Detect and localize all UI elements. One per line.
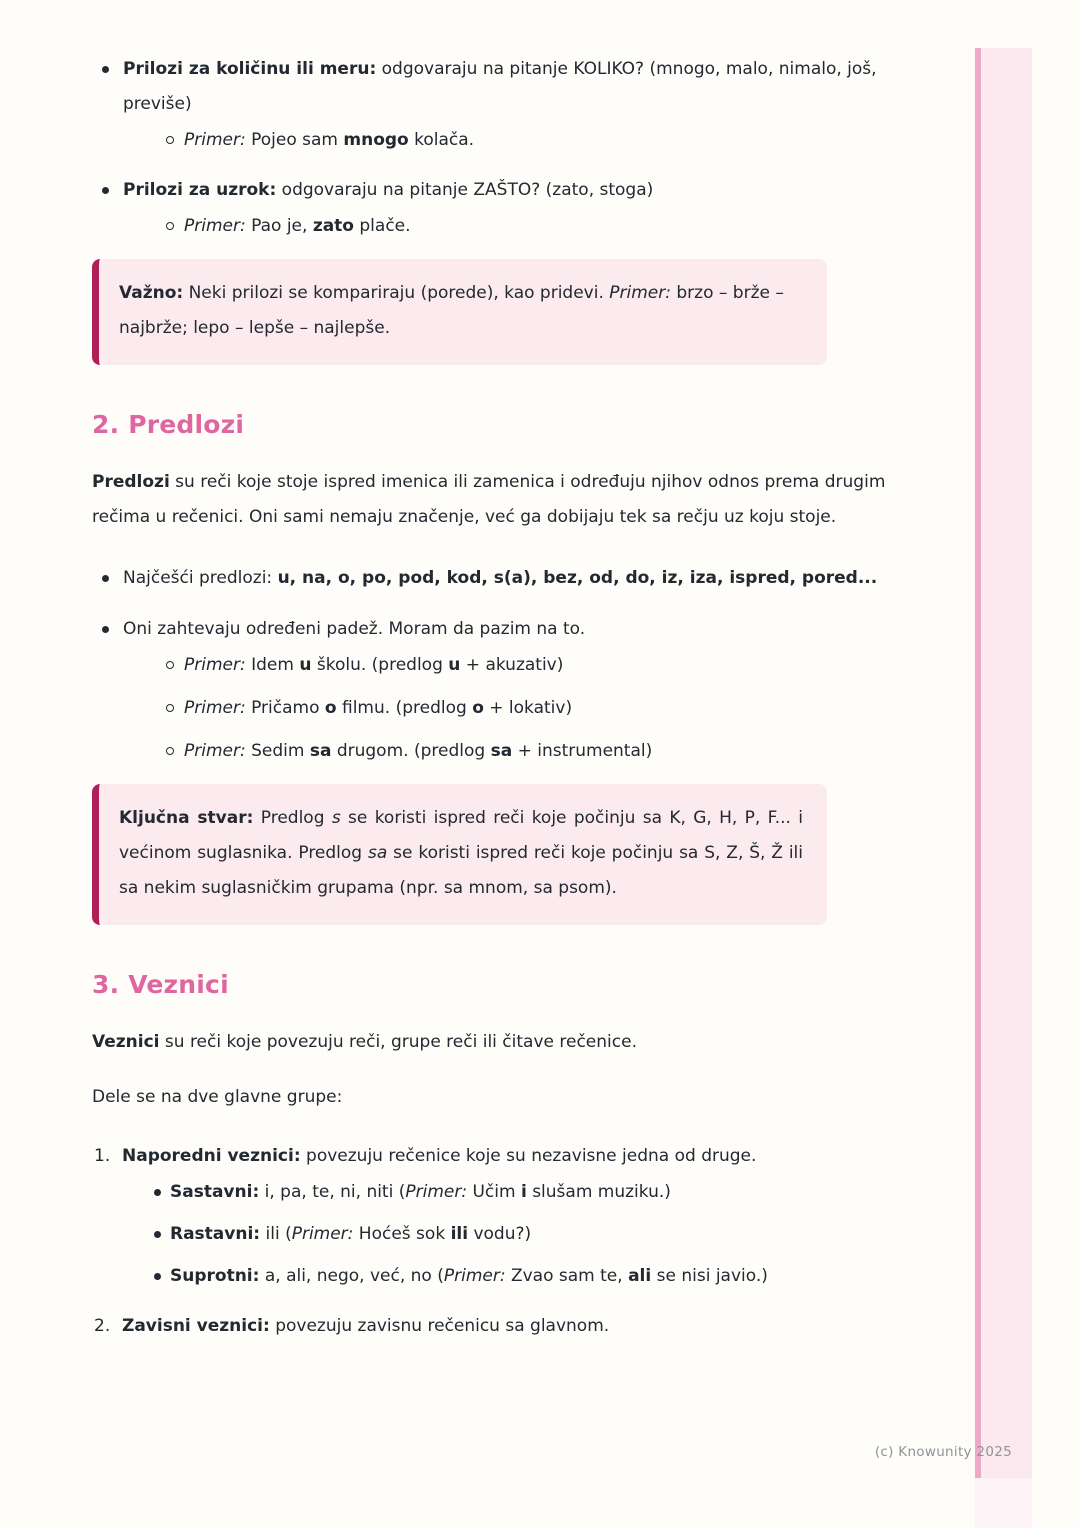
text-run: + lokativ) [483, 698, 573, 718]
text-run: Sedim [245, 741, 310, 761]
text-run: Pao je, [245, 216, 313, 236]
text-run: + akuzativ) [460, 655, 564, 675]
text-run: se nisi javio.) [651, 1266, 768, 1286]
text-run: sa [367, 843, 388, 863]
text-run: povezuju zavisnu rečenicu sa glavnom. [269, 1316, 610, 1336]
callout-text [119, 276, 803, 346]
bullet-icon [102, 626, 109, 633]
list-item-text [123, 173, 923, 208]
text-run: ili [450, 1224, 469, 1244]
text-run: Neki prilozi se kompariraju (porede), kao pridevi. [183, 283, 610, 303]
text-run: u [448, 655, 461, 675]
list-item-najcesci-predlozi [92, 561, 923, 596]
example-sublist [123, 124, 923, 157]
text-run: Veznici [92, 1032, 160, 1052]
example-sublist [123, 210, 923, 243]
example-text [184, 692, 923, 725]
watermark: (c) Knowunity 2025 [874, 1444, 1012, 1460]
text-run: Primer: [184, 741, 246, 761]
example-text [184, 735, 923, 768]
text-run: Idem [245, 655, 300, 675]
bullet-icon [154, 1231, 161, 1238]
text-run: plače. [353, 216, 411, 236]
list-item-text [123, 612, 923, 647]
example-item [123, 649, 923, 682]
text-run: Primer: [184, 130, 246, 150]
bullet-icon [102, 575, 109, 582]
list-item-prilozi-kolicina [92, 52, 923, 157]
example-text [184, 210, 923, 243]
example-text [184, 124, 923, 157]
text-run: Važno: [119, 283, 184, 303]
text-run: Primer: [443, 1266, 506, 1286]
text-run: ili ( [260, 1224, 292, 1244]
veznici-intro-paragraph [92, 1025, 902, 1060]
sublist-item-sastavni [122, 1176, 936, 1209]
example-item [123, 210, 923, 243]
text-run: i [520, 1182, 527, 1202]
circle-bullet-icon [166, 747, 174, 755]
text-run: odgovaraju na pitanje KOLIKO? (mnogo, malo, nimalo, još, previše) [123, 59, 877, 114]
sublist-item-text [170, 1260, 936, 1293]
text-run: Oni zahtevaju određeni padež. Moram da pazim na to. [123, 619, 586, 639]
text-run: Suprotni: [170, 1266, 260, 1286]
text-run: brzo – brže – najbrže; lepo – lepše – najlepše. [119, 283, 784, 338]
conjunction-sublist [122, 1176, 936, 1293]
text-run: Prilozi za količinu ili meru: [123, 59, 377, 79]
sublist-item-suprotni [122, 1260, 936, 1293]
heading-predlozi: 2. Predlozi [92, 410, 245, 439]
next-page-edge [975, 48, 1032, 1478]
text-run: + instrumental) [512, 741, 653, 761]
example-sublist [123, 649, 923, 768]
text-run: o [324, 698, 337, 718]
circle-bullet-icon [166, 661, 174, 669]
text-run: Pričamo [245, 698, 325, 718]
predlozi-list [92, 561, 936, 768]
text-run: Naporedni veznici: [122, 1146, 301, 1166]
text-run: drugom. (predlog [331, 741, 491, 761]
text-run: Sastavni: [170, 1182, 260, 1202]
text-run: Dele se na dve glavne grupe: [92, 1087, 343, 1107]
text-run: Pojeo sam [245, 130, 344, 150]
text-run: sa [490, 741, 513, 761]
example-item [123, 735, 923, 768]
item-number: 1. [94, 1146, 111, 1166]
item-number: 2. [94, 1316, 111, 1336]
circle-bullet-icon [166, 222, 174, 230]
text-run: odgovaraju na pitanje ZAŠTO? (zato, stoga) [276, 180, 654, 200]
text-run: Zavisni veznici: [122, 1316, 270, 1336]
text-run: povezuju rečenice koje su nezavisne jedna od druge. [300, 1146, 757, 1166]
example-item [123, 124, 923, 157]
text-run: školu. (predlog [311, 655, 449, 675]
document-content [92, 52, 936, 1360]
text-run: ali [628, 1266, 652, 1286]
text-run: Primer: [405, 1182, 468, 1202]
text-run: Primer: [184, 216, 246, 236]
text-run: i, pa, te, ni, niti ( [259, 1182, 406, 1202]
bullet-icon [102, 187, 109, 194]
text-run: Rastavni: [170, 1224, 261, 1244]
bullet-icon [154, 1273, 161, 1280]
text-run: slušam muziku.) [526, 1182, 671, 1202]
adverb-type-list [92, 52, 936, 243]
numbered-item-text [122, 1309, 936, 1344]
text-run: Predlozi [92, 472, 170, 492]
text-run: su reči koje povezuju reči, grupe reči ili čitave rečenice. [159, 1032, 637, 1052]
text-run: Prilozi za uzrok: [123, 180, 277, 200]
text-run: filmu. (predlog [336, 698, 473, 718]
conjunction-groups-list [92, 1139, 936, 1344]
text-run: kolača. [408, 130, 475, 150]
text-run: sa [309, 741, 332, 761]
sublist-item-text [170, 1176, 936, 1209]
text-run: su reči koje stoje ispred imenica ili zamenica i određuju njihov odnos prema drugim rečima u rečenici. Oni sami nemaju značenje, već ga dobijaju tek sa rečju uz koju stoje. [92, 472, 886, 527]
text-run: Primer: [184, 655, 246, 675]
callout-vazno [92, 259, 827, 365]
bullet-icon [102, 66, 109, 73]
text-run: Hoćeš sok [353, 1224, 451, 1244]
callout-kljucna-stvar [92, 784, 827, 925]
numbered-item-naporedni [92, 1139, 936, 1293]
text-run: Učim [467, 1182, 521, 1202]
veznici-groups-paragraph [92, 1080, 902, 1115]
text-run: Najčešći predlozi: [123, 568, 278, 588]
list-item-padez [92, 612, 923, 768]
text-run: se koristi ispred reči koje počinju sa K, G, H, P, F... i većinom suglasnika. Predlog [119, 808, 803, 863]
text-run: Predlog [253, 808, 332, 828]
callout-text [119, 801, 803, 906]
text-run: o [472, 698, 484, 718]
text-run: u [299, 655, 312, 675]
text-run: a, ali, nego, već, no ( [259, 1266, 444, 1286]
text-run: mnogo [343, 130, 409, 150]
sublist-item-rastavni [122, 1218, 936, 1251]
next-page-edge-bottom [975, 1478, 1032, 1528]
text-run: u, na, o, po, pod, kod, s(a), bez, od, do, iz, iza, ispred, pored... [277, 568, 878, 588]
example-text [184, 649, 923, 682]
circle-bullet-icon [166, 136, 174, 144]
text-run: Primer: [609, 283, 671, 303]
list-item-text [123, 52, 923, 122]
text-run: zato [312, 216, 354, 236]
text-run: Ključna stvar: [119, 808, 254, 828]
predlozi-intro-paragraph [92, 465, 902, 535]
heading-veznici: 3. Veznici [92, 970, 229, 999]
list-item-prilozi-uzrok [92, 173, 923, 243]
text-run: Zvao sam te, [505, 1266, 629, 1286]
text-run: vodu?) [468, 1224, 532, 1244]
example-item [123, 692, 923, 725]
circle-bullet-icon [166, 704, 174, 712]
text-run: Primer: [184, 698, 246, 718]
numbered-item-zavisni [92, 1309, 936, 1344]
sublist-item-text [170, 1218, 936, 1251]
numbered-item-text [122, 1139, 936, 1174]
text-run: Primer: [291, 1224, 354, 1244]
bullet-icon [154, 1189, 161, 1196]
text-run: s [331, 808, 341, 828]
text-run: se koristi ispred reči koje počinju sa S, Z, Š, Ž ili sa nekim suglasničkim grupama (npr. sa mnom, sa psom). [119, 843, 803, 898]
list-item-text [123, 561, 923, 596]
